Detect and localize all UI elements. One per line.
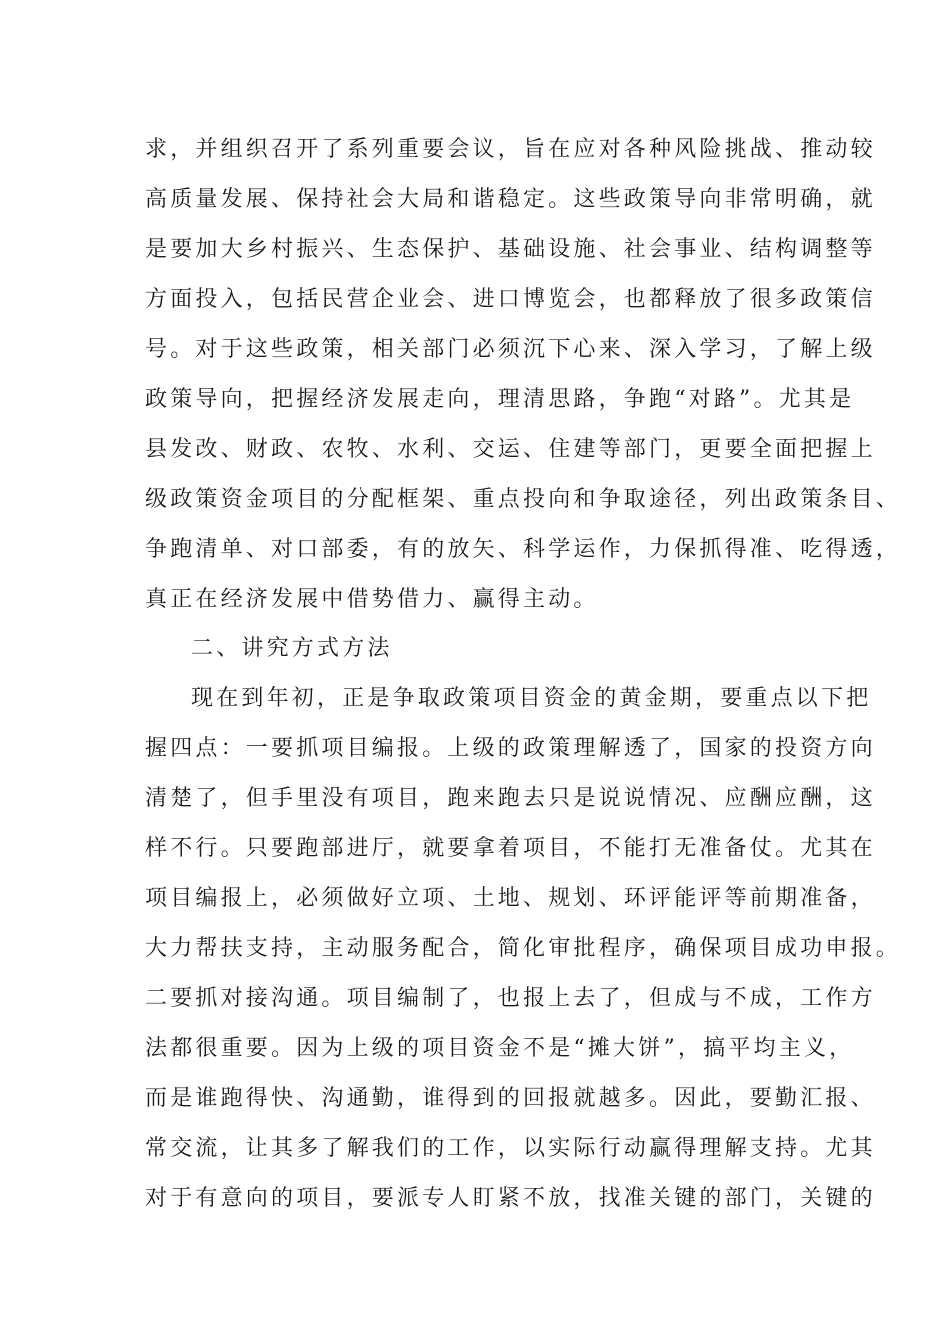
text-line-6: 政策导向，把握经济发展走向，理清思路，争跑“对路”。尤其是: [145, 387, 855, 412]
section-heading: 二、讲究方式方法: [191, 636, 393, 661]
text-line-4: 方面投入，包括民营企业会、进口博览会，也都释放了很多政策信: [145, 287, 876, 312]
text-line-19: 法都很重要。因为上级的项目资金不是“摊大饼”，搞平均主义，: [145, 1036, 855, 1061]
text-line-20: 而是谁跑得快、沟通勤，谁得到的回报就越多。因此，要勤汇报、: [145, 1086, 876, 1111]
text-line-17: 大力帮扶支持，主动服务配合，简化审批程序，确保项目成功申报。: [145, 936, 902, 961]
text-line-18: 二要抓对接沟通。项目编制了，也报上去了，但成与不成，工作方: [145, 986, 876, 1011]
text-line-14: 清楚了，但手里没有项目，跑来跑去只是说说情况、应酬应酬，这: [145, 786, 876, 811]
text-line-8: 级政策资金项目的分配框架、重点投向和争取途径，列出政策条目、: [145, 487, 902, 512]
text-line-7: 县发改、财政、农牧、水利、交运、住建等部门，更要全面把握上: [145, 437, 876, 462]
text-line-15: 样不行。只要跑部进厅，就要拿着项目，不能打无准备仗。尤其在: [145, 836, 876, 861]
text-line-5: 号。对于这些政策，相关部门必须沉下心来、深入学习，了解上级: [145, 337, 876, 362]
text-line-13: 握四点：一要抓项目编报。上级的政策理解透了，国家的投资方向: [145, 736, 876, 761]
text-line-10: 真正在经济发展中借势借力、赢得主动。: [145, 587, 599, 612]
text-line-9: 争跑清单、对口部委，有的放矢、科学运作，力保抓得准、吃得透，: [145, 537, 902, 562]
text-line-2: 高质量发展、保持社会大局和谐稳定。这些政策导向非常明确，就: [145, 187, 876, 212]
text-line-22: 对于有意向的项目，要派专人盯紧不放，找准关键的部门，关键的: [145, 1186, 876, 1211]
text-line-16: 项目编报上，必须做好立项、土地、规划、环评能评等前期准备，: [145, 886, 876, 911]
text-line-1: 求，并组织召开了系列重要会议，旨在应对各种风险挑战、推动较: [145, 137, 876, 162]
paragraph-first-line: 现在到年初，正是争取政策项目资金的黄金期，要重点以下把: [191, 686, 872, 711]
text-line-3: 是要加大乡村振兴、生态保护、基础设施、社会事业、结构调整等: [145, 237, 876, 262]
text-line-21: 常交流，让其多了解我们的工作，以实际行动赢得理解支持。尤其: [145, 1136, 876, 1161]
